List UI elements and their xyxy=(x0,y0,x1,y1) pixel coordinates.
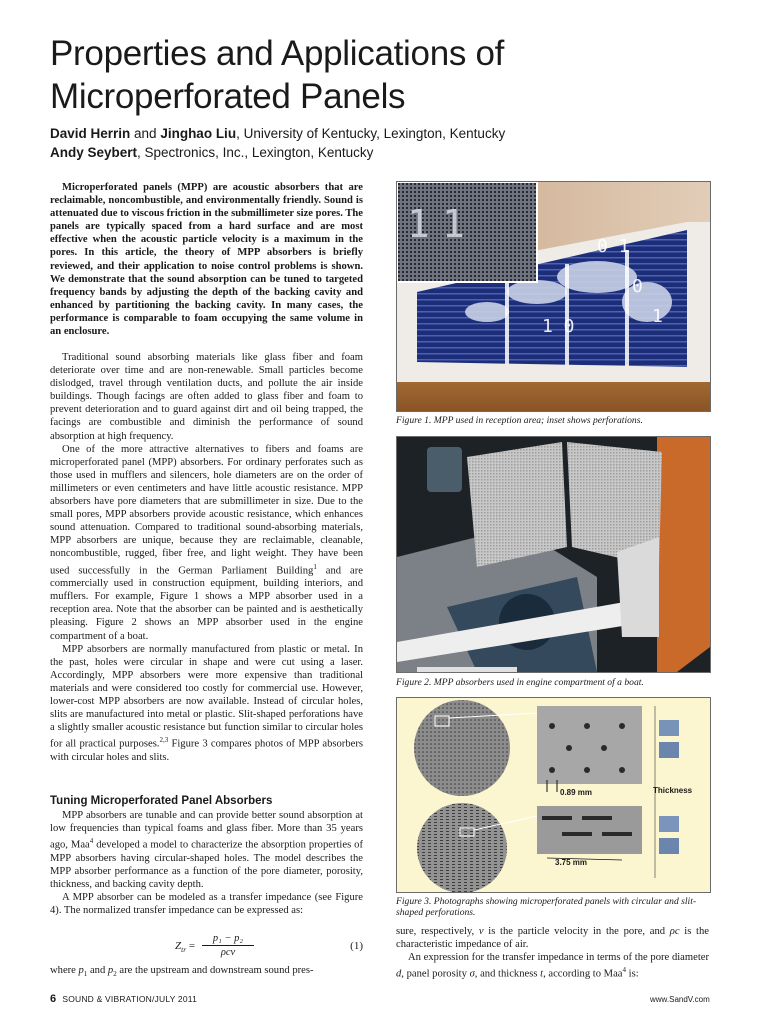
svg-text:1: 1 xyxy=(442,202,465,246)
paragraph-2-text-b: and are commercially used in construction equipment, building interiors, and mufflers. For example, Figure 1 shows a MPP absorber used in a reception area. Note that the absorber can be painted and is aesthetically pleasing. Figure 2 shows an MPP absorber used in the engine compartment of a boat. xyxy=(50,565,363,642)
figure-3-thickness-label: Thickness xyxy=(653,786,693,795)
footer-left xyxy=(50,993,197,1005)
author-line-1 xyxy=(50,124,730,143)
equation-denominator: ρcv xyxy=(220,947,236,958)
r2-d2: , according to Maa xyxy=(543,968,623,980)
body-left-column-2 xyxy=(50,809,363,917)
r1-rc: ρc xyxy=(669,926,680,937)
r1-b: is the particle velocity in the pore, and xyxy=(483,926,670,937)
section-heading: Tuning Microperforated Panel Absorbers xyxy=(50,795,273,807)
p6-sub1: 1 xyxy=(83,970,88,979)
r2-b: , panel porosity xyxy=(401,968,470,980)
figure-3-graphic xyxy=(397,698,710,892)
paragraph-3-text-a: MPP absorbers are normally manufactured from plastic or metal. In the past, holes were circular in shape and were cut using a laser. Accordingly, MPP absorbers were more expensive than traditional materials and were considered too costly for commercial use. However, lower-cost MPP absorbers are now available. Instead of circular holes, slits are manufactured into metal or plastic. Slit-shaped perforations have a slightly smaller acoustic resistance but function similar to circular holes for all practical purposes. xyxy=(50,643,363,750)
equation-equals: = xyxy=(186,940,196,952)
r2-s: σ xyxy=(469,968,475,980)
p6-p2: p xyxy=(107,965,114,976)
author-name-liu: Jinghao Liu xyxy=(160,126,237,141)
paragraph-4-text-a: MPP absorbers are tunable and can provide better sound absorption at low frequencies than typical foams and glass fiber. More than 35 years ago, Maa xyxy=(50,810,363,851)
p6-b: are the upstream and downstream sound pres- xyxy=(116,965,314,976)
figure-3-caption: Figure 3. Photographs showing microperforated panels with circular and slit-shaped perforations. xyxy=(396,896,697,918)
p6-sub2: 2 xyxy=(113,970,117,979)
article-title xyxy=(50,32,730,118)
p6-and: and xyxy=(87,965,108,976)
journal-name: SOUND & VIBRATION/JULY 2011 xyxy=(62,994,198,1004)
paragraph-5: A MPP absorber can be modeled as a transfer impedance (see Figure 4). The normalized transfer impedance can be expressed as: xyxy=(50,892,363,917)
r2-ref: 4 xyxy=(622,966,627,975)
author-conjunction: and xyxy=(130,126,161,141)
svg-text:1: 1 xyxy=(652,306,663,327)
paragraph-6 xyxy=(50,964,363,981)
body-right-column xyxy=(396,925,709,981)
title-line-1: Properties and Applications of xyxy=(50,34,505,73)
svg-text:1 0: 1 0 xyxy=(542,316,575,337)
figure-1-caption: Figure 1. MPP used in reception area; inset shows perforations. xyxy=(396,415,643,426)
equation-z-subscript: tr xyxy=(181,945,187,955)
paragraph-3-text-b: Figure 3 compares photos of MPP absorbers with circular holes and slits. xyxy=(50,738,363,763)
figure-2-caption: Figure 2. MPP absorbers used in engine compartment of a boat. xyxy=(396,677,644,688)
reference-4: 4 xyxy=(89,837,94,846)
footer-website: www.SandV.com xyxy=(650,995,710,1004)
equation-fraction xyxy=(202,933,254,958)
equation-number: (1) xyxy=(350,940,363,952)
equation-z: Z xyxy=(175,940,182,952)
r2-t: t xyxy=(540,968,544,980)
paragraph-2-text-a: One of the more attractive alternatives to fibers and foams are microperforated panel (MPP) absorbers. For ordinary perforates such as those used in mufflers and silencers, hole diameters are on the order of millimeters or even centimeters and have little acoustic resistance. MPP absorbers have pore diameters that are submillimeter in size. Due to the small pores, MPP absorbers provide acoustic resistance, which enhances sound attenuation. Compared to traditional sound-absorbing materials, MPP absorbers are unique, because they are reclaimable, cleanable, noncombustible, rugged, fiber free, and light weight. They have been used successfully in the German Parliament Building xyxy=(50,443,363,577)
author-line-2 xyxy=(50,143,730,162)
r2-a: An expression for the transfer impedance in terms of the pore diameter xyxy=(408,952,709,964)
figure-3-hole-size-label: 0.89 mm xyxy=(560,788,593,797)
title-line-2: Microperforated Panels xyxy=(50,77,406,116)
figure-3-photo xyxy=(396,697,711,893)
paragraph-4 xyxy=(50,809,363,891)
figure-3-slit-size-label: 3.75 mm xyxy=(555,858,588,867)
author-affiliation-kentucky: , University of Kentucky, Lexington, Kentucky xyxy=(236,126,506,141)
r1-v: v xyxy=(478,926,484,937)
equation-numerator: p₁ − p₂ xyxy=(202,933,254,946)
r1-c: is the characteristic impedance of air. xyxy=(396,926,710,951)
author-affiliation-spectronics: , Spectronics, Inc., Lexington, Kentucky xyxy=(137,145,374,160)
equation-lhs xyxy=(175,940,195,954)
reference-1: 1 xyxy=(313,562,317,571)
figure-1-photo xyxy=(396,181,711,412)
figure-2-photo xyxy=(396,436,711,673)
figure-2-graphic xyxy=(397,437,710,672)
paragraph-7 xyxy=(396,925,709,951)
body-left-column-3 xyxy=(50,964,363,981)
paragraph-1: Traditional sound absorbing materials like glass fiber and foam deteriorate over time and are non-renewable. Small particles become dislodged, travel through ventilation ducts, and pollute the air inside buildings. Though facings are often added to glass fiber and foam to prevent deterioration and to guard against dirt and oil being trapped, the facings are combustible and diminish the performance of sound absorption at high frequency. xyxy=(50,352,363,442)
r2-e: is: xyxy=(626,968,639,980)
figure-1-graphic xyxy=(397,182,710,411)
equation-1 xyxy=(50,933,363,961)
paragraph-2 xyxy=(50,443,363,643)
body-left-column xyxy=(50,351,363,764)
paragraph-4-text-b: developed a model to characterize the absorption properties of MPP absorbers having circular-shaped holes. The model describes the MPP absorber performance as a function of the pore diameter, porosity, thickness, and backing cavity depth. xyxy=(50,839,363,890)
p6-a: where xyxy=(50,965,79,976)
svg-text:0 1: 0 1 xyxy=(597,236,630,257)
r2-c: , and thickness xyxy=(474,968,541,980)
r1-a: sure, respectively, xyxy=(396,926,479,937)
paragraph-3 xyxy=(50,643,363,764)
svg-text:1: 1 xyxy=(407,202,430,246)
r2-d: d xyxy=(396,968,402,980)
page-number: 6 xyxy=(50,993,57,1005)
reference-2-3: 2,3 xyxy=(159,736,169,745)
abstract: Microperforated panels (MPP) are acoustic absorbers that are reclaimable, noncombustible, and environmentally friendly. Sound is attenuated due to viscous friction in the submillimeter size pores. The panels are typically spaced from a hard surface and are most effective when the acoustic particle velocity is a maximum in the pores. In this article, the theory of MPP absorbers is briefly reviewed, and their application to noise control problems is shown. We demonstrate that the sound absorption can be tuned to targeted frequency bands by adjusting the depth of the backing cavity and enhanced by partitioning the backing cavity. In many cases, the performance is comparable to foam occupying the same volume in an enclosure. xyxy=(50,182,363,338)
svg-text:0: 0 xyxy=(632,276,643,297)
author-name-herrin: David Herrin xyxy=(50,126,131,141)
p6-p1: p xyxy=(78,965,84,976)
paragraph-8 xyxy=(396,951,709,981)
author-name-seybert: Andy Seybert xyxy=(50,145,138,160)
